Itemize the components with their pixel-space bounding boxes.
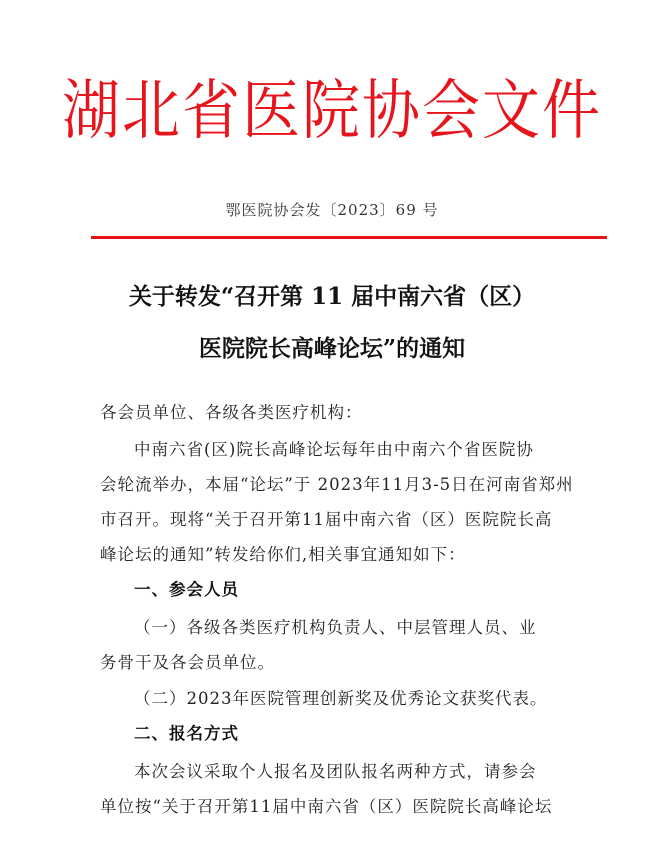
notice-title-line-2: 医院院长高峰论坛”的通知 <box>198 335 466 362</box>
paragraph-1-line-3: 市召开。现将“关于召开第11届中南六省（区）医院院长高 <box>100 510 553 529</box>
section-2-heading: 二、报名方式 <box>134 724 239 743</box>
section-1-heading: 一、参会人员 <box>134 580 239 599</box>
document-number: 鄂医院协会发〔2023〕69 号 <box>225 201 439 219</box>
section-1-item-2: （二）2023年医院管理创新奖及优秀论文获奖代表。 <box>134 689 548 708</box>
section-2-paragraph-line-2: 单位按“关于召开第11届中南六省（区）医院院长高峰论坛 <box>100 797 553 816</box>
paragraph-1-line-2: 会轮流举办，本届“论坛”于 2023年11月3-5日在河南省郑州 <box>100 475 574 494</box>
section-1-item-1-line-2: 务骨干及各会员单位。 <box>100 653 275 672</box>
notice-title-line-1: 关于转发“召开第 11 届中南六省（区） <box>128 283 536 310</box>
paragraph-1-line-1: 中南六省(区)院长高峰论坛每年由中南六个省医院协 <box>134 440 534 459</box>
paragraph-1-line-4: 峰论坛的通知”转发给你们,相关事宜通知如下： <box>100 545 466 564</box>
org-header-title: 湖北省医院协会文件 <box>61 71 602 149</box>
section-2-paragraph-line-1: 本次会议采取个人报名及团队报名两种方式，请参会 <box>134 762 537 781</box>
salutation: 各会员单位、各级各类医疗机构： <box>100 403 363 422</box>
section-1-item-1-line-1: （一）各级各类医疗机构负责人、中层管理人员、业 <box>134 618 537 637</box>
red-divider-rule <box>91 236 607 239</box>
